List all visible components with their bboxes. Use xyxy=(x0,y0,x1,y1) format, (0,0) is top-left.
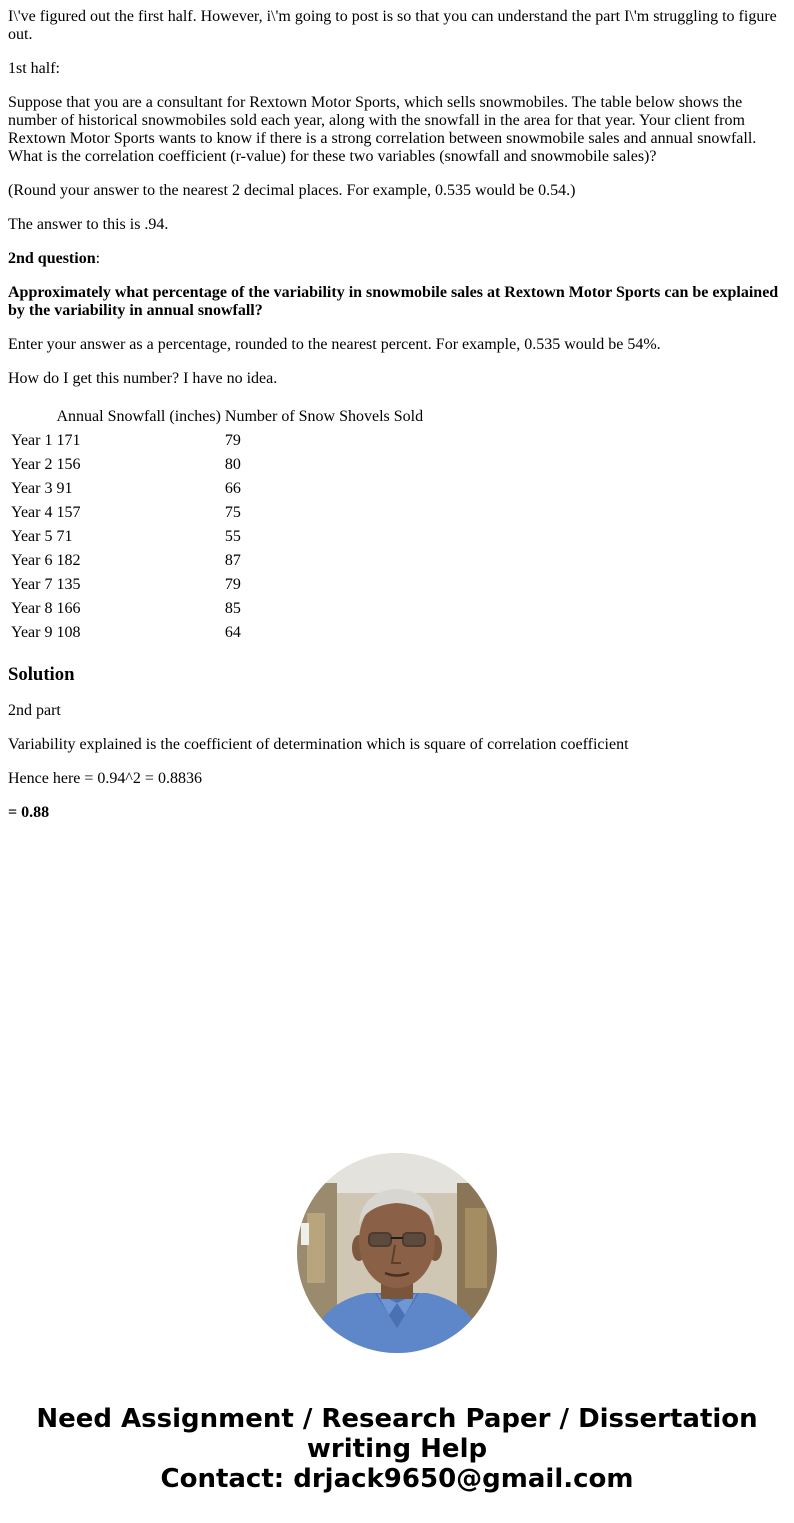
table-cell-sold: 55 xyxy=(224,528,241,545)
promo-line: writing Help xyxy=(306,1434,488,1464)
table-cell-year: Year 8 xyxy=(11,600,53,617)
table-cell-year: Year 9 xyxy=(11,624,53,641)
solution-result: = 0.88 xyxy=(8,804,50,821)
table-header-cell xyxy=(10,406,53,428)
table-cell-snowfall: 156 xyxy=(56,456,81,473)
table-cell-year: Year 5 xyxy=(11,528,53,545)
solution-part-label: 2nd part xyxy=(8,702,61,719)
second-question-label-bold: 2nd question xyxy=(8,250,96,267)
table-cell-sold: 85 xyxy=(224,600,241,617)
second-question-instruction: Enter your answer as a percentage, rounded to the nearest percent. For example, 0.535 would be 54%. xyxy=(8,336,661,353)
tutor-photo xyxy=(297,1153,497,1353)
table-cell-year: Year 2 xyxy=(11,456,53,473)
table-cell-snowfall: 157 xyxy=(56,504,81,521)
second-question-label-colon: : xyxy=(95,250,101,267)
promo-banner xyxy=(0,1404,794,1494)
table-cell-sold: 80 xyxy=(224,456,241,473)
rounding-note: (Round your answer to the nearest 2 decimal places. For example, 0.535 would be 0.54.) xyxy=(8,182,576,199)
table-row xyxy=(10,622,424,644)
table-header-cell: Number of Snow Shovels Sold xyxy=(224,408,424,425)
table-cell-snowfall: 182 xyxy=(56,552,81,569)
table-row xyxy=(10,598,424,620)
help-request: How do I get this number? I have no idea. xyxy=(8,370,278,387)
first-half-question: Suppose that you are a consultant for Rextown Motor Sports, which sells snowmobiles. The table below shows the number of historical snowmobiles sold each year, along with the snowfall in the area for that year. Your client from Rextown Motor Sports wants to know if there is a strong correlation between snowmobile sales and annual snowfall. What is the correlation coefficient (r-value) for these two variables (snowfall and snowmobile sales)? xyxy=(8,94,757,165)
table-header-row xyxy=(10,406,424,428)
document-body xyxy=(8,8,786,838)
question-intro: I\'ve figured out the first half. However, i\'m going to post is so that you can understand the part I\'m struggling to figure out. xyxy=(8,8,777,43)
table-row xyxy=(10,454,424,476)
tutor-portrait-image xyxy=(297,1153,497,1353)
table-row xyxy=(10,502,424,524)
second-question-text: Approximately what percentage of the variability in snowmobile sales at Rextown Motor Sports can be explained by the variability in annual snowfall? xyxy=(8,284,779,319)
table-cell-year: Year 1 xyxy=(11,432,53,449)
table-row xyxy=(10,550,424,572)
table-row xyxy=(10,430,424,452)
second-question-label xyxy=(8,250,786,268)
table-cell-sold: 75 xyxy=(224,504,241,521)
solution-explanation: Variability explained is the coefficient of determination which is square of correlation coefficient xyxy=(8,736,629,753)
table-cell-sold: 66 xyxy=(224,480,241,497)
table-cell-year: Year 6 xyxy=(11,552,53,569)
solution-heading: Solution xyxy=(8,664,75,685)
table-cell-sold: 79 xyxy=(224,576,241,593)
first-answer: The answer to this is .94. xyxy=(8,216,169,233)
promo-line: Need Assignment / Research Paper / Dissertation xyxy=(36,1404,758,1434)
snowfall-table xyxy=(8,404,426,646)
first-half-label: 1st half: xyxy=(8,60,60,77)
table-cell-sold: 64 xyxy=(224,624,241,641)
table-cell-year: Year 7 xyxy=(11,576,53,593)
solution-computation: Hence here = 0.94^2 = 0.8836 xyxy=(8,770,202,787)
promo-contact: Contact: drjack9650@gmail.com xyxy=(160,1464,634,1494)
table-header-cell: Annual Snowfall (inches) xyxy=(56,408,221,425)
table-cell-snowfall: 135 xyxy=(56,576,81,593)
table-cell-sold: 79 xyxy=(224,432,241,449)
table-cell-snowfall: 108 xyxy=(56,624,81,641)
table-cell-snowfall: 171 xyxy=(56,432,81,449)
table-cell-year: Year 3 xyxy=(11,480,53,497)
table-row xyxy=(10,478,424,500)
table-cell-snowfall: 71 xyxy=(56,528,73,545)
table-cell-year: Year 4 xyxy=(11,504,53,521)
table-cell-sold: 87 xyxy=(224,552,241,569)
table-cell-snowfall: 91 xyxy=(56,480,73,497)
table-row xyxy=(10,526,424,548)
table-cell-snowfall: 166 xyxy=(56,600,81,617)
table-row xyxy=(10,574,424,596)
